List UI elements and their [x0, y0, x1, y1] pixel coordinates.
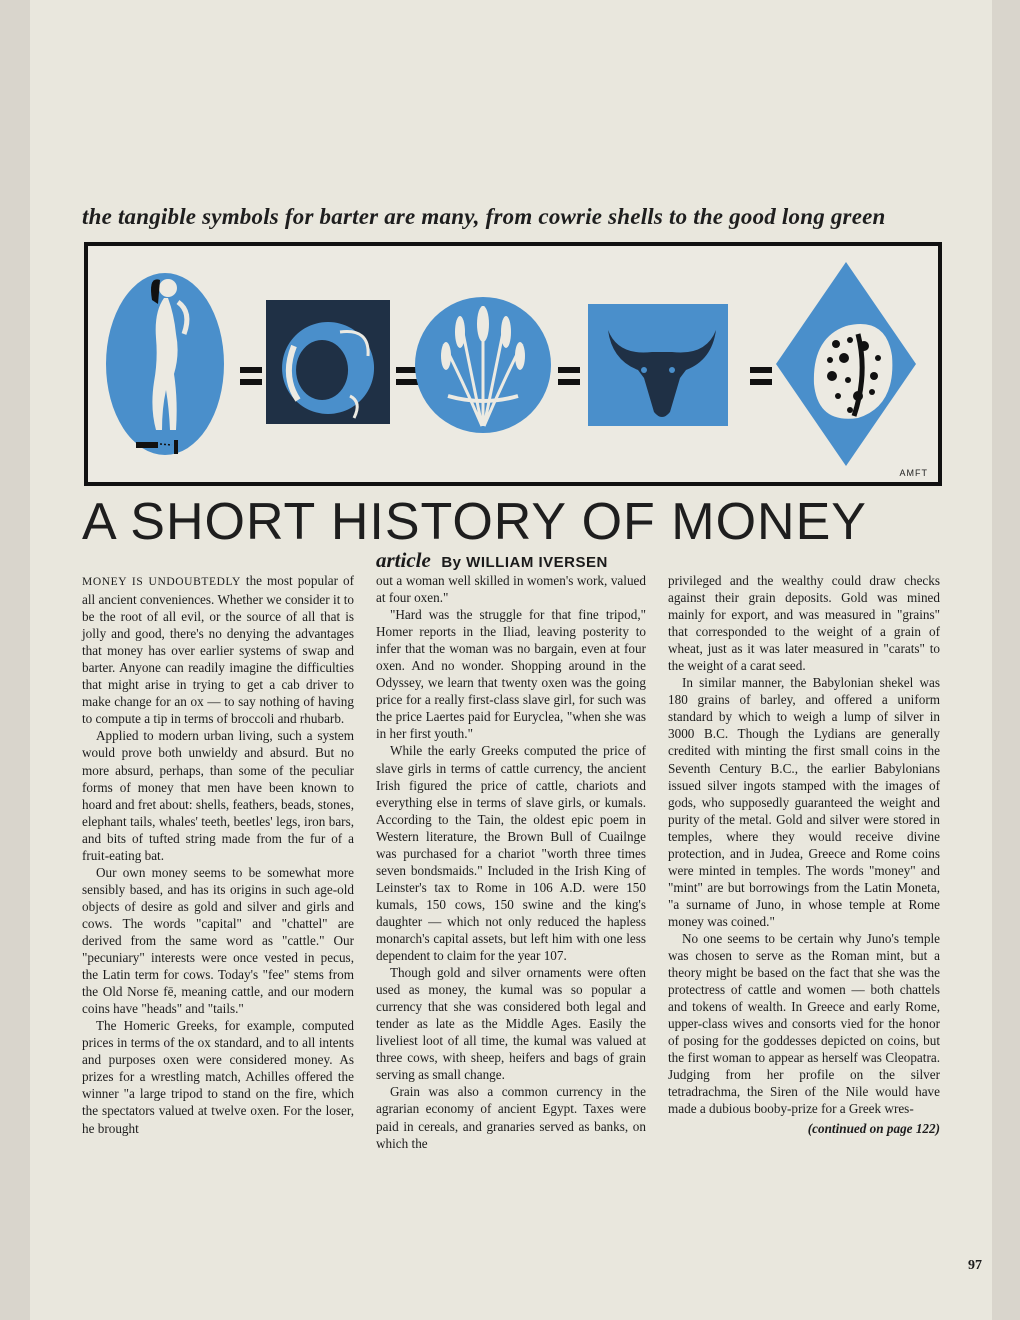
text-column-3: [668, 572, 940, 1137]
paragraph: out a woman well skilled in women's work, valued at four oxen.": [376, 573, 646, 606]
paragraph: privileged and the wealthy could draw checks against their grain deposits. Gold was mined mainly for export, and was measured in "grains" that corresponded to the weight of a grain of wheat, just as it was later measured in "carats" to the weight of a carat seed.: [668, 573, 940, 674]
paragraph: While the early Greeks computed the price of slave girls in terms of cattle currency, the ancient Irish figured the price of cattle, chariots and everything else in terms of slave girls, or kumals. According to the Tain, the oldest epic poem in Western literature, the Brown Bull of Cuailnge was purchased for a chariot "worth three times seven bondsmaids." Included in the Irish King of Leinster's tax to Rome in 106 A.D. were 150 kumals, 150 cows, 150 swine and the king's daughter — which not only reduced the hapless monarch's capital assets, but left him with one less dependent to claim for the year 107.: [376, 743, 646, 964]
lead-in-caps: MONEY IS UNDOUBTEDLY: [82, 576, 241, 588]
barter-illustration-banner: [84, 242, 942, 486]
paragraph: Applied to modern urban living, such a system would prove both unwieldy and absurd. But no more absurd, perhaps, than some of the peculiar forms of money that men have been known to hoard and fret about: shells, feathers, beads, stones, elephant tails, whales' teeth, beetles' legs, iron bars, and bits of tufted string made from the fur of a fruit-eating bat.: [82, 728, 354, 863]
article-title: A SHORT HISTORY OF MONEY: [82, 493, 867, 551]
ox-head-icon: [588, 304, 728, 426]
page-number: 97: [968, 1258, 982, 1273]
text-column-2: [376, 572, 646, 1152]
paragraph: Grain was also a common currency in the agrarian economy of ancient Egypt. Taxes were paid in cereals, and granaries served as banks, on which the: [376, 1084, 646, 1151]
paragraph: The Homeric Greeks, for example, computed prices in terms of the ox standard, and to all intents and purposes oxen were considered money. As prizes for a wrestling match, Achilles offered the winner "a large tripod to stand on the fire, which the spectators valued at twelve oxen. For the loser, he brought: [82, 1018, 354, 1136]
ring-icon: [266, 300, 390, 424]
text-column-1: [82, 572, 354, 1137]
cowrie-shell-icon: [776, 262, 916, 466]
equals-icon: [240, 367, 262, 385]
paragraph: MONEY IS UNDOUBTEDLY the most popular of all ancient conveniences. Whether we consider it to be the root of all evil, or the source of all that is jolly and good, there's no denying the advantages that money has over earlier systems of swap and barter. Anyone can readily imagine the difficulties that might arise in trying to get a cab driver to make change for an ox — to say nothing of having to compute a tip in terms of broccoli and rhubarb.: [82, 573, 354, 727]
paragraph: Our own money seems to be somewhat more sensibly based, and has its origins in such age-old objects of desire as gold and silver and girls and cows. The words "capital" and "chattel" are derived from the same word as "cattle." Our "pecuniary" interests were once vested in pecus, the Latin term for cows. Today's "fee" stems from the Old Norse fē, meaning cattle, and our modern coins have "heads" and "tails.": [82, 864, 354, 1017]
article-kind-label: article: [376, 548, 431, 572]
illustrator-credit: AMFT: [899, 468, 928, 478]
barter-illustration: [88, 246, 938, 482]
paragraph: In similar manner, the Babylonian shekel was 180 grains of barley, and offered a uniform standard by which to weigh a lump of silver in 3000 B.C. Though the Lydians are generally credited with minting the first small coins in the Seventh Century B.C., the earlier Babylonians issued silver ingots stamped with the images of gods, who supposedly guaranteed the weight and purity of the metal. Gold and silver were stored in temples, where they would receive divine protection, and in Judea, Greece and Rome coins were minted in temples. The words "money" and "mint" are but borrowings from the Latin Moneta, "a surname of Juno, in whose temple at Rome money was coined.": [668, 675, 940, 929]
equals-icon: [750, 367, 772, 385]
equals-icon: [558, 367, 580, 385]
continued-link[interactable]: (continued on page 122): [807, 1120, 940, 1136]
paragraph: Though gold and silver ornaments were often used as money, the kumal was so popular a currency that she was considered both legal and tender as late as the Middle Ages. Easily the liveliest loot of all time, the kumal was valued at three cows, with sheep, heifers and bags of grain serving as small change.: [376, 965, 646, 1083]
article-subtitle: the tangible symbols for barter are many, from cowrie shells to the good long green: [82, 204, 886, 229]
byline: [376, 548, 608, 573]
paragraph: "Hard was the struggle for that fine tripod," Homer reports in the Iliad, leaving posterity to infer that the woman was no bargain, even at four oxen. And no wonder. Shopping around in the Odyssey, we learn that twenty oxen was the going price for a really first-class slave girl, for such was the price Laertes paid for Euryclea, "when she was in her first youth.": [376, 607, 646, 742]
wheat-icon: [415, 297, 551, 433]
equals-icon: [396, 367, 418, 385]
author-name: By WILLIAM IVERSEN: [441, 554, 608, 571]
woman-figure-icon: [106, 273, 224, 455]
paragraph: No one seems to be certain why Juno's temple was chosen to serve as the Roman mint, but a theory might be based on the fact that she was the protectress of cattle and women — both chattels and tokens of wealth. In Greece and early Rome, upper-class wives and consorts vied for the honor of posing for the goddesses depicted on coins, but the first woman to appear as herself was Cleopatra. Judging from her profile on the silver tetradrachma, the Siren of the Nile would have made a dubious booby-prize for a Greek wres-: [668, 930, 940, 1117]
